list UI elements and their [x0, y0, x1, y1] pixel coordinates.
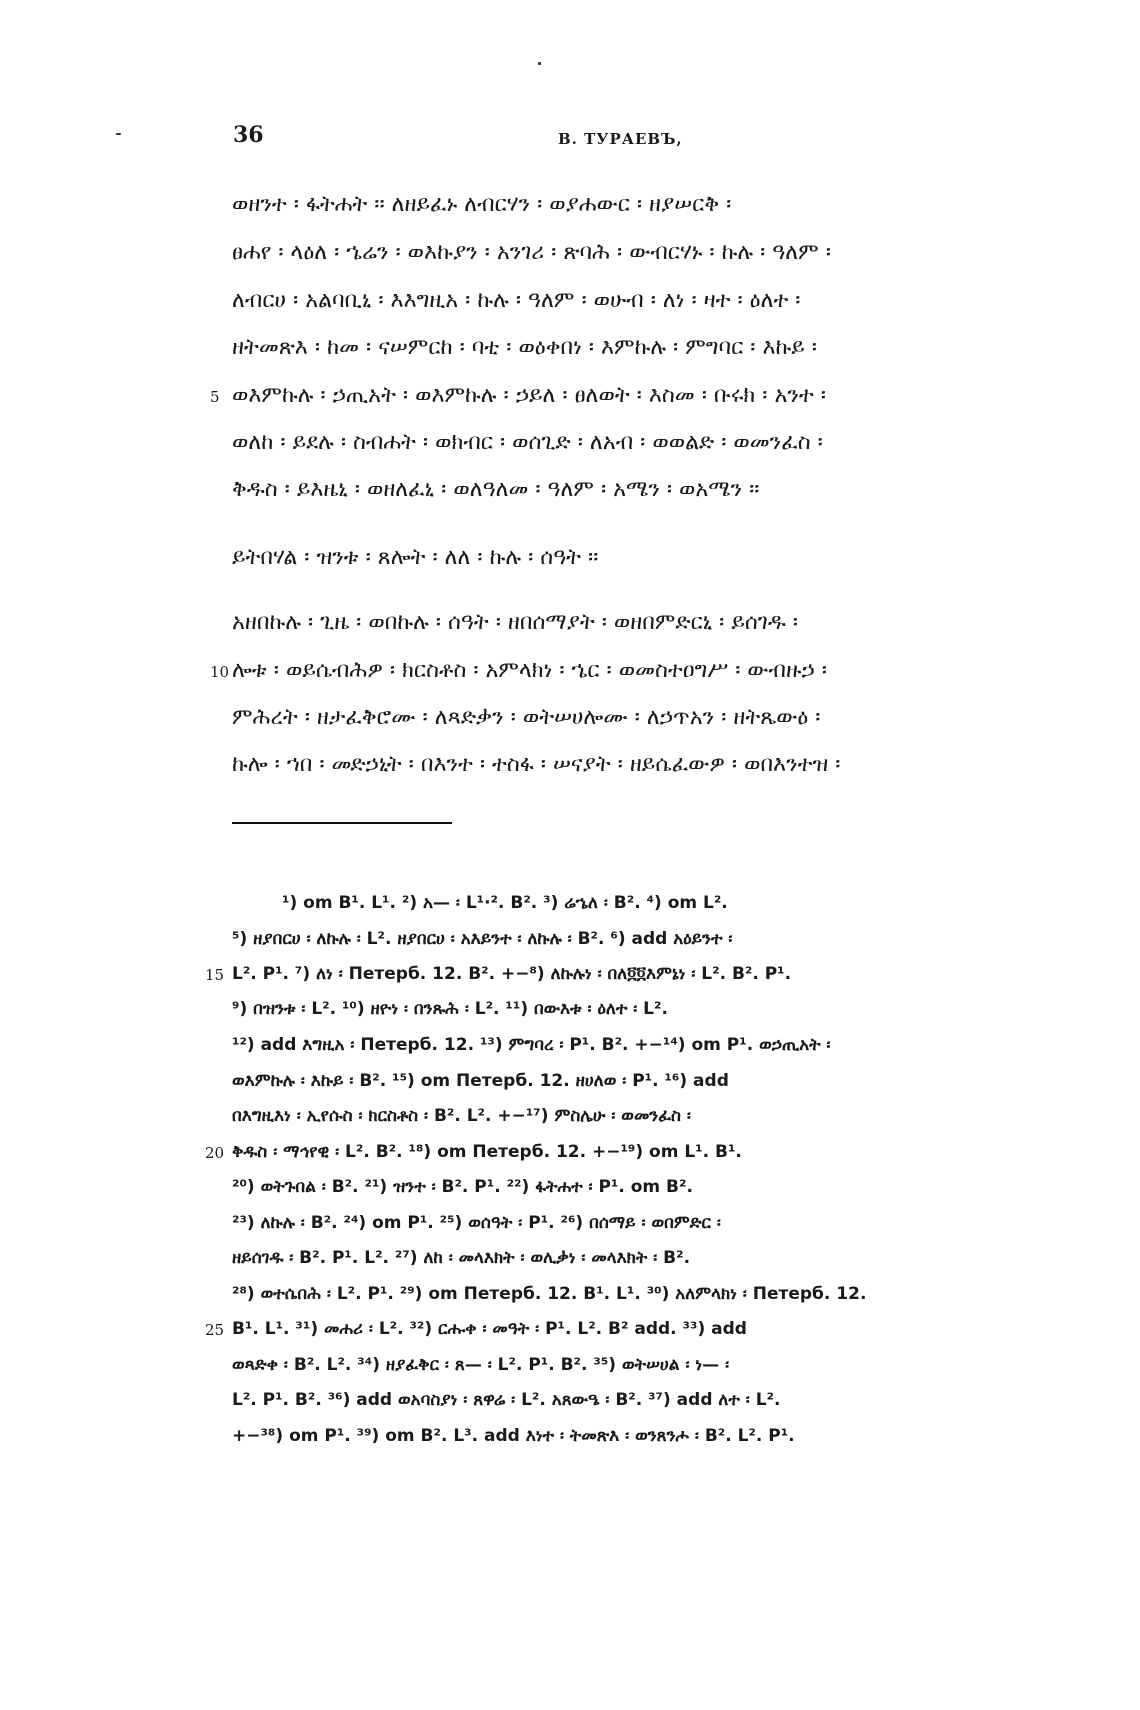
footnote-line: ²³) ለኩሉ ፡ B². ²⁴) om P¹. ²⁵) ወሰዓት ፡ P¹. ²⁶) በሰማይ ፡ ወበምድር ፡	[232, 1213, 721, 1233]
text-line: ለብርሀ ፡ አልባቢኒ ፡ እእግዚአ ፡ ኩሉ ፡ ዓለም ፡ ወሁብ ፡ ለነ ፡ ዛተ ፡ ዕለተ ፡	[232, 288, 801, 313]
print-speck	[116, 133, 121, 135]
text-line: ዘትመጽእ ፡ ከመ ፡ ናሠምርከ ፡ ባቲ ፡ ወዕቀበነ ፡ እምኩሉ ፡ ምግባር ፡ እኩይ ፡	[232, 335, 817, 360]
footnote-line: ቅዱስ ፡ ማኅየዊ ፡ L². B². ¹⁸) om Петерб. 12. +−¹⁹) om L¹. B¹.	[232, 1142, 742, 1162]
footnote-line: በእግዚእነ ፡ ኢየሱስ ፡ ክርስቶስ ፡ B². L². +−¹⁷) ምስሌሁ ፡ ወመንፈስ ፡	[232, 1106, 691, 1126]
text-line: ሎቱ ፡ ወይሴብሕዎ ፡ ክርስቶስ ፡ አምላክነ ፡ ኄር ፡ ወመስተዐግሥ ፡ ውብዙኃ ፡	[232, 658, 827, 683]
text-line: ቅዱስ ፡ ይእዜኒ ፡ ወዘለፈኒ ፡ ወለዓለመ ፡ ዓለም ፡ አሜን ፡ ወአሜን ፡፡	[232, 477, 760, 502]
footnote-line: B¹. L¹. ³¹) መሐሪ ፡ L². ³²) ርሑቀ ፡ መዓት ፡ P¹. L². B² add. ³³) add	[232, 1319, 747, 1339]
footnote-line: ዘይሰገዱ ፡ B². P¹. L². ²⁷) ለከ ፡ መላእክት ፡ ወሊቃነ ፡ መላእክት ፡ B².	[232, 1248, 691, 1268]
text-line: ወዘንተ ፡ ፋትሐት ፡፡ ለዘይፈኑ ለብርሃን ፡ ወያሐውር ፡ ዘያሠርቅ ፡	[232, 192, 732, 217]
line-number: 5	[210, 388, 220, 406]
footnote-divider	[232, 822, 452, 824]
print-speck	[538, 62, 541, 65]
footnote-line: ⁵) ዘያበርሀ ፡ ለኩሉ ፡ L². ዘያበርሀ ፡ አእይንተ ፡ ለኩሉ ፡ B². ⁶) add አዕይንተ ፡	[232, 929, 733, 949]
text-line: ምሕረት ፡ ዘታፈቅሮሙ ፡ ለጻድቃን ፡ ወትሠሀሎሙ ፡ ለኃጥአን ፡ ዘትጼውዕ ፡	[232, 705, 821, 730]
footnote-line: ወእምኩሉ ፡ እኩይ ፡ B². ¹⁵) om Петерб. 12. ዘሀለወ ፡ P¹. ¹⁶) add	[232, 1071, 729, 1091]
footnote-line: ¹) om B¹. L¹. ²) አ— ፡ L¹·². B². ³) ሬኄለ ፡ B². ⁴) om L².	[282, 893, 728, 913]
text-line: ፀሐየ ፡ ላዕለ ፡ ኄሬን ፡ ወእኩያን ፡ አንገሪ ፡ ጽባሕ ፡ ውብርሃኑ ፡ ኩሉ ፡ ዓለም ፡	[232, 240, 831, 265]
footnote-line: L². P¹. B². ³⁶) add ወአባስያነ ፡ ጸዋሬ ፡ L². አጸውዔ ፡ B². ³⁷) add ለተ ፡ L².	[232, 1390, 781, 1410]
footnote-line: ²⁰) ወትጉበል ፡ B². ²¹) ዝንተ ፡ B². P¹. ²²) ፋትሐተ ፡ P¹. om B².	[232, 1177, 693, 1197]
line-number: 25	[205, 1321, 225, 1339]
text-line: ኩሎ ፡ ኀበ ፡ መድኃኒት ፡ በእንተ ፡ ተስፋ ፡ ሠናያት ፡ ዘይሴፈውዎ ፡ ወበእንተዝ ፡	[232, 752, 841, 777]
footnote-line: ¹²) add እግዚአ ፡ Петерб. 12. ¹³) ምግባረ ፡ P¹. B². +−¹⁴) om P¹. ወኃጢአት ፡	[232, 1035, 831, 1055]
footnote-line: ወጻድቀ ፡ B². L². ³⁴) ዘያፈቅር ፡ ጸ— ፡ L². P¹. B². ³⁵) ወትሠሀል ፡ ነ— ፡	[232, 1355, 730, 1375]
footnote-line: ⁹) በዝንቱ ፡ L². ¹⁰) ዘዮነ ፡ በንጹሕ ፡ L². ¹¹) በውእቱ ፡ ዕለተ ፡ L².	[232, 999, 668, 1019]
line-number: 15	[205, 966, 225, 984]
text-line: ወለከ ፡ ይደሉ ፡ ስብሐት ፡ ወክብር ፡ ወሰጊድ ፡ ለአብ ፡ ወወልድ ፡ ወመንፈስ ፡	[232, 430, 823, 455]
text-line: አዘበኩሉ ፡ ጊዜ ፡ ወበኩሉ ፡ ሰዓት ፡ ዘበሰማያት ፡ ወዘበምድርኒ ፡ ይሰገዱ ፡	[232, 610, 799, 635]
line-number: 10	[210, 663, 230, 681]
page-number: 36	[233, 122, 264, 148]
footnote-line: ²⁸) ወተሴበሕ ፡ L². P¹. ²⁹) om Петерб. 12. B¹. L¹. ³⁰) አለምላክነ ፡ Петерб. 12.	[232, 1284, 867, 1304]
section-heading: ይትበሃል ፡ ዝንቱ ፡ ጸሎት ፡ ለለ ፡ ኩሉ ፡ ሰዓት ፡፡	[232, 545, 599, 570]
running-head: В. ТУРАЕВЪ,	[558, 130, 683, 148]
footnote-line: +−³⁸) om P¹. ³⁹) om B². L³. add እነተ ፡ ትመጽእ ፡ ወንጸንሖ ፡ B². L². P¹.	[232, 1426, 795, 1446]
line-number: 20	[205, 1144, 225, 1162]
text-line: ወእምኩሉ ፡ ኃጢአት ፡ ወእምኩሉ ፡ ኃይለ ፡ ፀለወት ፡ እስመ ፡ ቡሩክ ፡ አንተ ፡	[232, 383, 826, 408]
footnote-line: L². P¹. ⁷) ለነ ፡ Петерб. 12. B². +−⁸) ለኩሉነ ፡ በለ፬፬እምኔነ ፡ L². B². P¹.	[232, 964, 792, 984]
